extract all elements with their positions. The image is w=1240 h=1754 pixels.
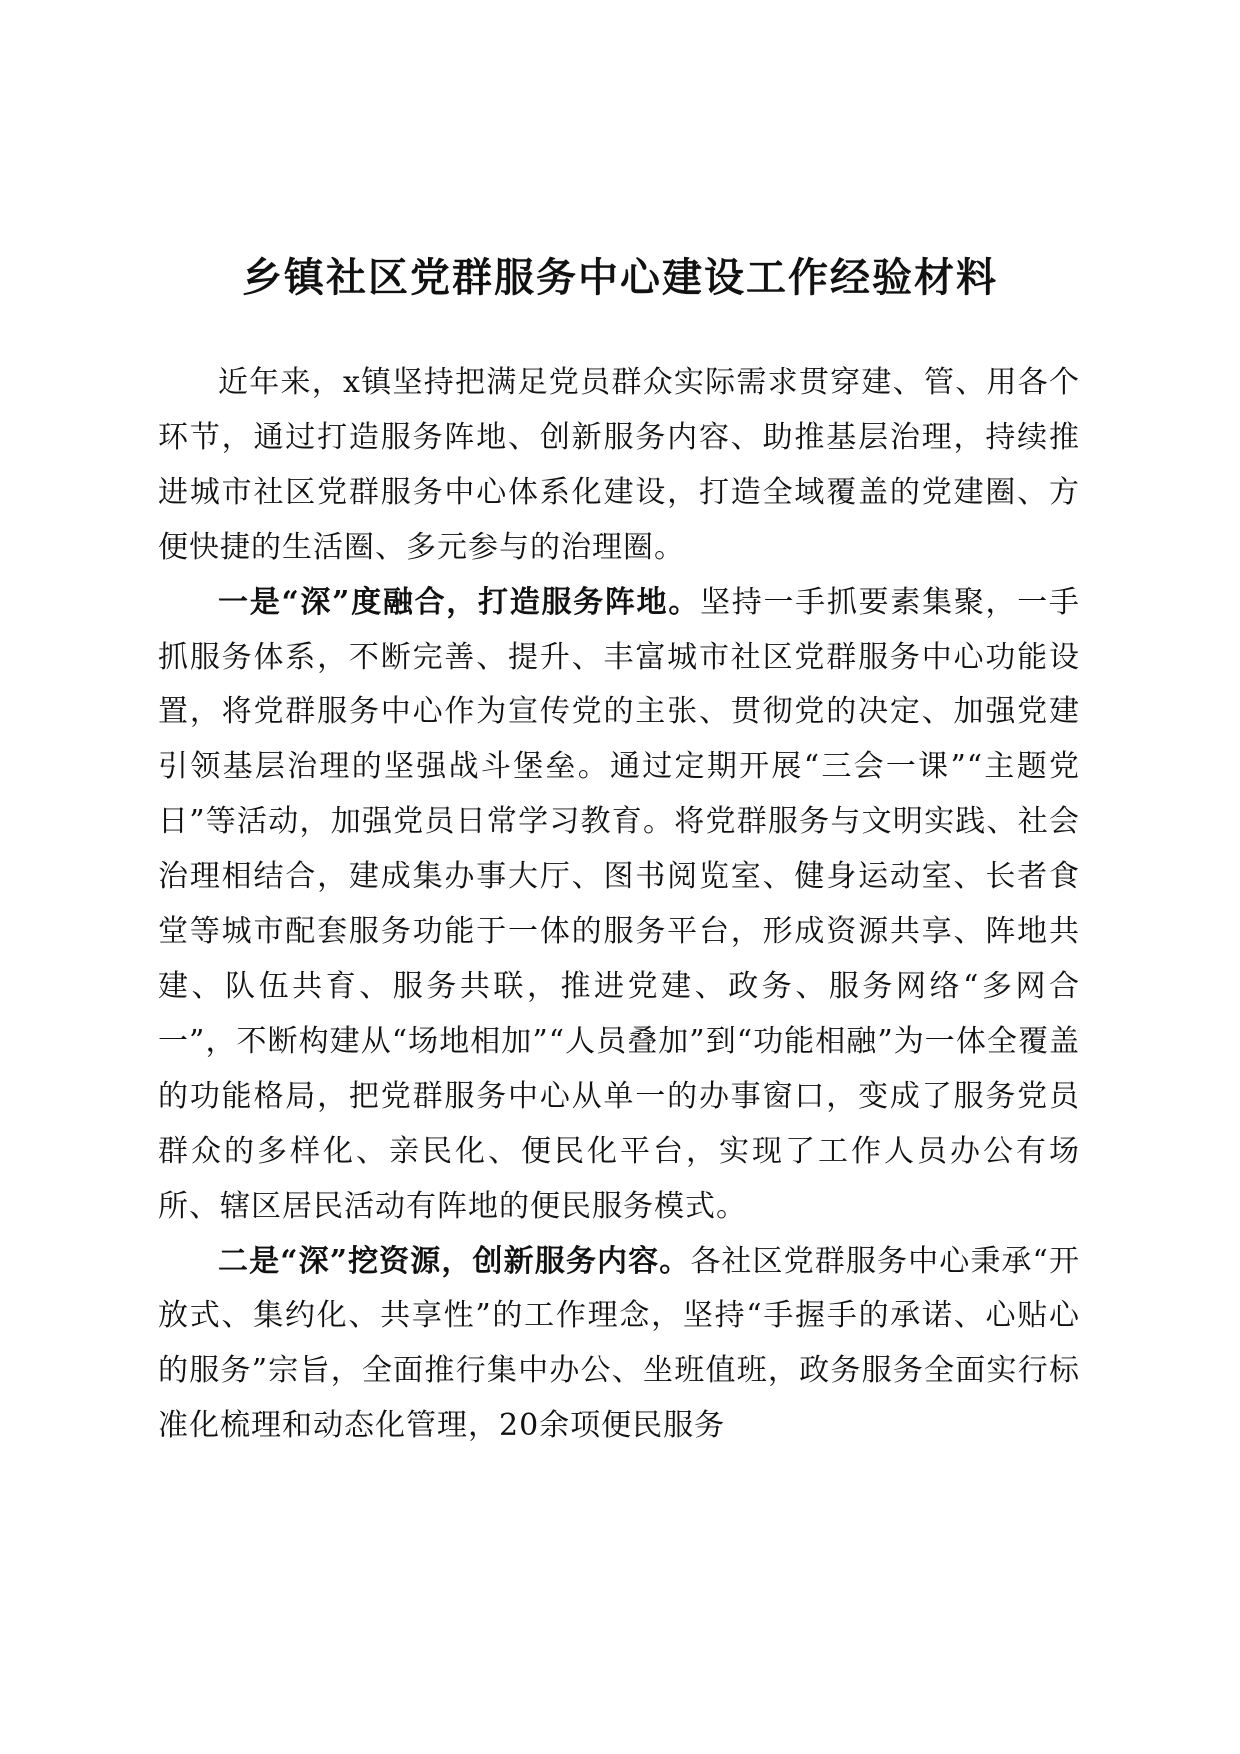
paragraph-text: 近年来，x镇坚持把满足党员群众实际需求贯穿建、管、用各个环节，通过打造服务阵地、创新服务内容、助推基层治理，持续推进城市社区党群服务中心体系化建设，打造全域覆盖的党建圈、方便快捷的生活圈、多元参与的治理圈。 [158, 365, 1080, 565]
paragraph-text: 各社区党群服务中心秉承“开放式、集约化、共享性”的工作理念，坚持“手握手的承诺、心贴心的服务”宗旨，全面推行集中办公、坐班值班，政务服务全面实行标准化梳理和动态化管理，20余项便民服务 [158, 1243, 1080, 1444]
paragraph-intro [158, 356, 1080, 576]
paragraph-section-2 [158, 1235, 1080, 1455]
document-title: 乡镇社区党群服务中心建设工作经验材料 [242, 255, 998, 301]
paragraph-section-1 [158, 576, 1080, 1235]
paragraph-lead: 一是“深”度融合，打造服务阵地。 [218, 584, 701, 620]
paragraph-text: 坚持一手抓要素集聚，一手抓服务体系，不断完善、提升、丰富城市社区党群服务中心功能设置，将党群服务中心作为宣传党的主张、贯彻党的决定、加强党建引领基层治理的坚强战斗堡垒。通过定期开展“三会一课”“主题党日”等活动，加强党员日常学习教育。将党群服务与文明实践、社会治理相结合，建成集办事大厅、图书阅览室、健身运动室、长者食堂等城市配套服务功能于一体的服务平台，形成资源共享、阵地共建、队伍共育、服务共联，推进党建、政务、服务网络“多网合一”，不断构建从“场地相加”“人员叠加”到“功能相融”为一体全覆盖的功能格局，把党群服务中心从单一的办事窗口，变成了服务党员群众的多样化、亲民化、便民化平台，实现了工作人员办公有场所、辖区居民活动有阵地的便民服务模式。 [158, 584, 1081, 1224]
paragraph-lead: 二是“深”挖资源，创新服务内容。 [218, 1243, 691, 1279]
document-body [158, 356, 1080, 1454]
